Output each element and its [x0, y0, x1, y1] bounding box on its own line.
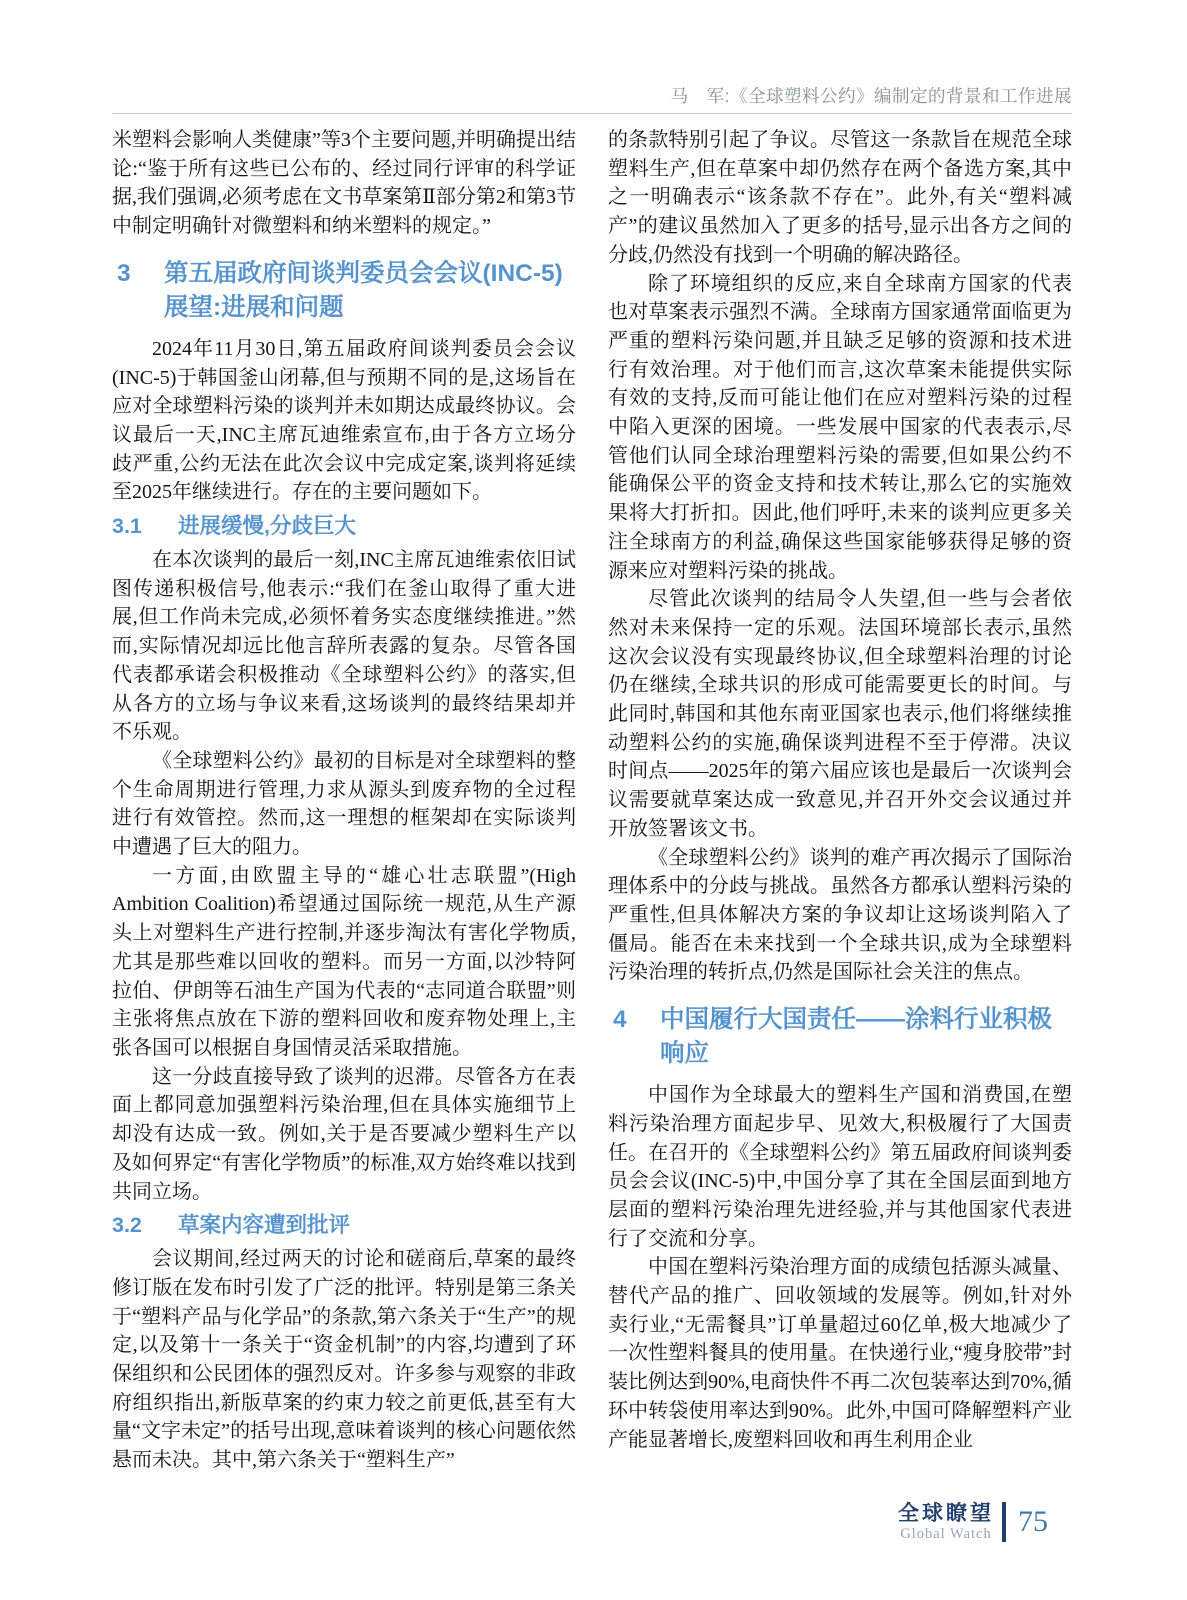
section-3-heading	[112, 257, 576, 325]
article-body	[112, 126, 1072, 1496]
section-title: 第五届政府间谈判委员会会议(INC-5)展望:进展和问题	[164, 259, 563, 321]
journal-name-en: Global Watch	[900, 1526, 992, 1542]
subsection-title: 进展缓慢,分歧巨大	[178, 514, 356, 539]
journal-name-cn: 全球瞭望	[898, 1502, 994, 1525]
paragraph: 《全球塑料公约》最初的目标是对全球塑料的整个生命周期进行管理,力求从源头到废弃物的全过程进行有效管控。然而,这一理想的框架却在实际谈判中遭遇了巨大的阻力。	[112, 749, 576, 859]
right-column	[608, 126, 1072, 1496]
section-number: 4	[613, 1006, 627, 1034]
paragraph: 除了环境组织的反应,来自全球南方国家的代表也对草案表示强烈不满。全球南方国家通常面临更为严重的塑料污染问题,并且缺乏足够的资源和技术进行有效治理。对于他们而言,这次草案未能提供实际有效的支持,反而可能让他们在应对塑料污染的过程中陷入更深的困境。一些发展中国家的代表表示,尽管他们认同全球治理塑料污染的需要,但如果公约不能确保公平的资金支持和技术转让,那么它的实施效果将大打折扣。因此,他们呼吁,未来的谈判应更多关注全球南方的利益,确保这些国家能够获得足够的资源来应对塑料污染的挑战。	[608, 272, 1072, 582]
page-number: 75	[1018, 1505, 1048, 1538]
paragraph: 2024年11月30日,第五届政府间谈判委员会会议(INC-5)于韩国釜山闭幕,但与预期不同的是,这场旨在应对全球塑料污染的谈判并未如期达成最终协议。会议最后一天,INC主席瓦迪维索宣布,由于各方立场分歧严重,公约无法在此次会议中完成定案,谈判将延续至2025年继续进行。存在的主要问题如下。	[112, 337, 576, 504]
paragraph-continuation: 的条款特别引起了争议。尽管这一条款旨在规范全球塑料生产,但在草案中却仍然存在两个备选方案,其中之一明确表示“该条款不存在”。此外,有关“塑料减产”的建议虽然加入了更多的括号,显示出各方之间的分歧,仍然没有找到一个明确的解决路径。	[608, 129, 1072, 266]
page-footer	[898, 1502, 1048, 1542]
paragraph: 尽管此次谈判的结局令人失望,但一些与会者依然对未来保持一定的乐观。法国环境部长表示,虽然这次会议没有实现最终协议,但全球塑料治理的讨论仍在继续,全球共识的形成可能需要更长的时间。与此同时,韩国和其他东南亚国家也表示,他们将继续推动塑料公约的实施,确保谈判进程不至于停滞。决议时间点——2025年的第六届应该也是最后一次谈判会议需要就草案达成一致意见,并召开外交会议通过并开放签署该文书。	[608, 588, 1072, 840]
subsection-number: 3.2	[112, 1213, 142, 1238]
section-title: 中国履行大国责任——涂料行业积极响应	[660, 1006, 1052, 1068]
subsection-3-1-heading	[112, 511, 576, 541]
paragraph: 中国作为全球最大的塑料生产国和消费国,在塑料污染治理方面起步早、见效大,积极履行了大国责任。在召开的《全球塑料公约》第五届政府间谈判委员会会议(INC-5)中,中国分享了其在全国层面到地方层面的塑料污染治理先进经验,并与其他国家代表进行了交流和分享。	[608, 1084, 1072, 1250]
paragraph: 这一分歧直接导致了谈判的迟滞。尽管各方在表面上都同意加强塑料污染治理,但在具体实施细节上却没有达成一致。例如,关于是否要减少塑料生产以及如何界定“有害化学物质”的标准,双方始终难以找到共同立场。	[112, 1065, 576, 1203]
header-rule	[112, 113, 1072, 114]
subsection-title: 草案内容遭到批评	[178, 1213, 351, 1238]
section-4-heading	[608, 1003, 1072, 1071]
running-title: 马 军:《全球塑料公约》编制定的背景和工作进展	[670, 86, 1072, 106]
paragraph: 在本次谈判的最后一刻,INC主席瓦迪维索依旧试图传递积极信号,他表示:“我们在釜山取得了重大进展,但工作尚未完成,必须怀着务实态度继续推进。”然而,实际情况却远比他言辞所表露的复杂。尽管各国代表都承诺会积极推动《全球塑料公约》的落实,但从各方的立场与争议来看,这场谈判的最终结果却并不乐观。	[112, 549, 576, 744]
subsection-3-2-heading	[112, 1210, 576, 1240]
footer-divider-bar	[1002, 1502, 1006, 1542]
left-column	[112, 126, 576, 1496]
journal-mark	[898, 1502, 994, 1542]
paragraph: 一方面,由欧盟主导的“雄心壮志联盟”(High Ambition Coalition)希望通过国际统一规范,从生产源头上对塑料生产进行控制,并逐步淘汰有害化学物质,尤其是那些难以回收的塑料。而另一方面,以沙特阿拉伯、伊朗等石油生产国为代表的“志同道合联盟”则主张将焦点放在下游的塑料回收和废弃物处理上,主张各国可以根据自身国情灵活采取措施。	[112, 864, 576, 1059]
paragraph-continuation: 米塑料会影响人类健康”等3个主要问题,并明确提出结论:“鉴于所有这些已公布的、经过同行评审的科学证据,我们强调,必须考虑在文书草案第Ⅱ部分第2和第3节中制定明确针对微塑料和纳米塑料的规定。”	[112, 129, 576, 238]
paragraph: 中国在塑料污染治理方面的成绩包括源头减量、替代产品的推广、回收领域的发展等。例如,针对外卖行业,“无需餐具”订单量超过60亿单,极大地减少了一次性塑料餐具的使用量。在快递行业,“瘦身胶带”封装比例达到90%,电商快件不再二次包装率达到70%,循环中转袋使用率达到90%。此外,中国可降解塑料产业产能显著增长,废塑料回收和再生利用企业	[608, 1256, 1072, 1451]
section-number: 3	[117, 259, 131, 287]
subsection-number: 3.1	[112, 514, 142, 539]
running-header	[112, 86, 1072, 106]
paragraph: 《全球塑料公约》谈判的难产再次揭示了国际治理体系中的分歧与挑战。虽然各方都承认塑料污染的严重性,但具体解决方案的争议却让这场谈判陷入了僵局。能否在未来找到一个全球共识,成为全球塑料污染治理的转折点,仍然是国际社会关注的焦点。	[608, 846, 1072, 984]
paragraph: 会议期间,经过两天的讨论和磋商后,草案的最终修订版在发布时引发了广泛的批评。特别是第三条关于“塑料产品与化学品”的条款,第六条关于“生产”的规定,以及第十一条关于“资金机制”的内容,均遭到了环保组织和公民团体的强烈反对。许多参与观察的非政府组织指出,新版草案的约束力较之前更低,甚至有大量“文字未定”的括号出现,意味着谈判的核心问题依然悬而未决。其中,第六条关于“塑料生产”	[112, 1248, 576, 1472]
